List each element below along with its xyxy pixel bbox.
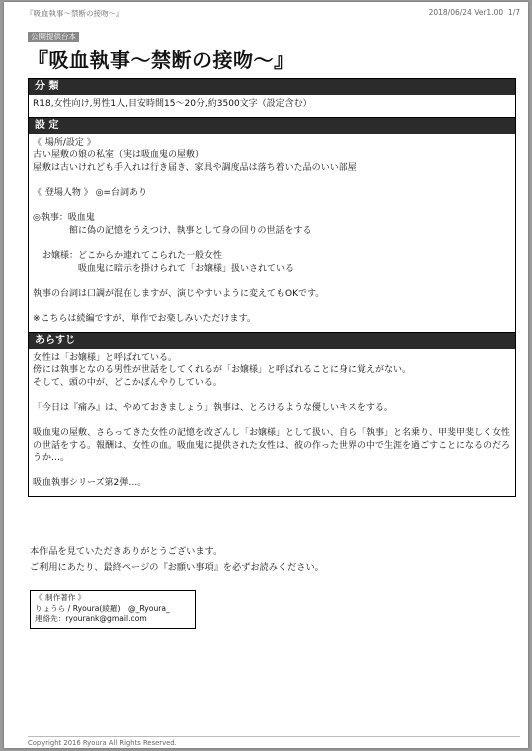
- info-table: [28, 78, 516, 497]
- header-version: [429, 8, 520, 17]
- section-heading-category: 分 類: [29, 79, 515, 95]
- thanks-note: 本作品を見ていただきありがとうございます。 ご利用にあたり、最終ページの『お願い事項』を必ずお読みください。: [30, 546, 324, 573]
- section-heading-synopsis: あらすじ: [29, 333, 515, 349]
- public-script-badge: 公開提供台本: [28, 32, 79, 42]
- credits-box: 《 制作著作 》 りょうら / Ryoura(綾羅) @_Ryoura_ 連絡先：ryourank@gmail.com: [30, 590, 196, 629]
- page-title: 『吸血執事～禁断の接吻～』: [28, 48, 295, 72]
- header-doc-title: 『吸血執事～禁断の接吻～』: [26, 9, 124, 18]
- page-header: [26, 8, 520, 20]
- page-footer: Copyright 2016 Ryoura All Rights Reserved.: [28, 736, 520, 749]
- section-body-setting: 《 場所/設定 》 古い屋敷の娘の私室（実は吸血鬼の屋敷） 屋敷は古いけれども手入れは行き届き、家具や調度品は落ち着いた品のいい部屋 《 登場人物 》 ◎=台詞あり ◎執事：吸血鬼 館に偽の記憶をうえつけ、執事として身の回りの世話をする お嬢様：どこからか連れてこられた一般女性 吸血鬼に暗示を掛けられて「お嬢様」扱いされている 執事の台詞は口調が混在しますが、演じやすいように変えてもOKです。 ※こちらは続編ですが、単作でお楽しみいただけます。: [29, 134, 515, 333]
- section-body-category: R18,女性向け,男性1人,目安時間15～20分,約3500文字（設定含む）: [29, 95, 515, 118]
- header-page-number: 1/7: [507, 8, 520, 17]
- document-page: [4, 2, 528, 748]
- section-body-synopsis: 女性は「お嬢様」と呼ばれている。 傍には執事となのる男性が世話をしてくれるが「お嬢様」と呼ばれることに身に覚えがない。 そして、頭の中が、どこかぼんやりしている。 「今日は『痛み』は、やめておきましょう」執事は、とろけるような優しいキスをする。 吸血鬼の屋敷、さらってきた女性の記憶を改ざんし「お嬢様」として扱い、自ら「執事」と名乗り、甲斐甲斐しく女性の世話をする。報酬は、女性の血。吸血鬼に提供された女性は、彼の作った世界の中で生涯を過ごすことになるのだろうか…。 吸血執事シリーズ第2弾…。: [33, 352, 511, 489]
- header-date-version: 2018/06/24 Ver1.00: [428, 8, 504, 17]
- section-heading-setting: 設 定: [29, 118, 515, 134]
